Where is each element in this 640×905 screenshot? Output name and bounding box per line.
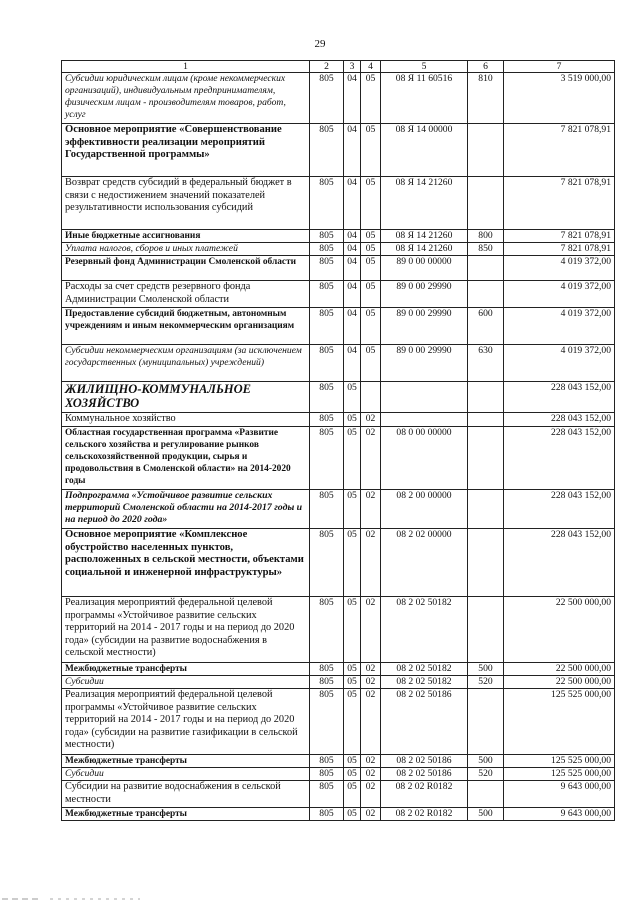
cell-code-3: 05 bbox=[344, 689, 361, 755]
cell-code-4: 02 bbox=[361, 490, 381, 529]
cell-code-4 bbox=[361, 382, 381, 413]
cell-code-4: 05 bbox=[361, 243, 381, 256]
cell-code-6: 520 bbox=[468, 676, 504, 689]
cell-code-6: 500 bbox=[468, 663, 504, 676]
row-description: Основное мероприятие «Совершенствование эффективности реализации мероприятий Государственной программы» bbox=[62, 124, 310, 177]
cell-code-2: 805 bbox=[310, 755, 344, 768]
cell-code-6 bbox=[468, 256, 504, 281]
cell-code-5: 89 0 00 29990 bbox=[381, 281, 468, 308]
cell-code-3: 04 bbox=[344, 256, 361, 281]
cell-code-5: 08 2 00 00000 bbox=[381, 490, 468, 529]
cell-code-5: 08 2 02 50182 bbox=[381, 676, 468, 689]
cell-code-5: 08 2 02 50186 bbox=[381, 768, 468, 781]
cell-code-4: 02 bbox=[361, 689, 381, 755]
cell-code-6 bbox=[468, 382, 504, 413]
cell-code-3: 05 bbox=[344, 529, 361, 597]
cell-code-6 bbox=[468, 413, 504, 427]
cell-code-4: 05 bbox=[361, 177, 381, 230]
cell-code-6 bbox=[468, 597, 504, 663]
cell-code-2: 805 bbox=[310, 689, 344, 755]
cell-code-4: 02 bbox=[361, 663, 381, 676]
cell-amount: 9 643 000,00 bbox=[504, 781, 615, 808]
cell-code-6 bbox=[468, 529, 504, 597]
table-row bbox=[62, 413, 615, 427]
column-header: 3 bbox=[344, 61, 361, 73]
cell-amount: 4 019 372,00 bbox=[504, 308, 615, 345]
cell-code-6 bbox=[468, 427, 504, 490]
cell-code-5: 08 Я 14 21260 bbox=[381, 177, 468, 230]
cell-amount: 7 821 078,91 bbox=[504, 243, 615, 256]
cell-code-2: 805 bbox=[310, 256, 344, 281]
cell-code-5: 08 2 02 00000 bbox=[381, 529, 468, 597]
row-description: Межбюджетные трансферты bbox=[62, 663, 310, 676]
cell-code-3: 05 bbox=[344, 663, 361, 676]
cell-code-2: 805 bbox=[310, 597, 344, 663]
row-description: Субсидии bbox=[62, 768, 310, 781]
cell-code-4: 02 bbox=[361, 427, 381, 490]
cell-amount: 228 043 152,00 bbox=[504, 382, 615, 413]
row-description: Межбюджетные трансферты bbox=[62, 808, 310, 821]
cell-amount: 22 500 000,00 bbox=[504, 663, 615, 676]
cell-code-3: 05 bbox=[344, 597, 361, 663]
cell-code-2: 805 bbox=[310, 808, 344, 821]
cell-code-3: 04 bbox=[344, 177, 361, 230]
table-row bbox=[62, 529, 615, 597]
cell-amount: 228 043 152,00 bbox=[504, 413, 615, 427]
cell-code-2: 805 bbox=[310, 768, 344, 781]
column-header: 4 bbox=[361, 61, 381, 73]
cell-code-4: 02 bbox=[361, 768, 381, 781]
cell-code-3: 05 bbox=[344, 808, 361, 821]
row-description: Возврат средств субсидий в федеральный бюджет в связи с недостижением значений показателей результативности использования субсидий bbox=[62, 177, 310, 230]
row-description: Субсидии некоммерческим организациям (за исключением государственных (муниципальных) учреждений) bbox=[62, 345, 310, 382]
cell-code-4: 02 bbox=[361, 755, 381, 768]
cell-amount: 7 821 078,91 bbox=[504, 230, 615, 243]
cell-code-5 bbox=[381, 382, 468, 413]
cell-code-6: 500 bbox=[468, 755, 504, 768]
row-description: Расходы за счет средств резервного фонда Администрации Смоленской области bbox=[62, 281, 310, 308]
cell-code-6 bbox=[468, 281, 504, 308]
cell-code-4: 05 bbox=[361, 230, 381, 243]
cell-code-3: 05 bbox=[344, 781, 361, 808]
cell-code-5: 08 2 02 50182 bbox=[381, 663, 468, 676]
cell-amount: 7 821 078,91 bbox=[504, 177, 615, 230]
row-description: Предоставление субсидий бюджетным, автономным учреждениям и иным некоммерческим организациям bbox=[62, 308, 310, 345]
row-description: Субсидии на развитие водоснабжения в сельской местности bbox=[62, 781, 310, 808]
cell-code-6 bbox=[468, 781, 504, 808]
cell-amount: 9 643 000,00 bbox=[504, 808, 615, 821]
column-header: 5 bbox=[381, 61, 468, 73]
column-header: 7 bbox=[504, 61, 615, 73]
cell-amount: 228 043 152,00 bbox=[504, 529, 615, 597]
table-row bbox=[62, 308, 615, 345]
cell-code-5: 08 Я 14 21260 bbox=[381, 243, 468, 256]
cell-code-6 bbox=[468, 177, 504, 230]
page-number: 29 bbox=[314, 38, 326, 50]
cell-code-5 bbox=[381, 413, 468, 427]
row-description: Коммунальное хозяйство bbox=[62, 413, 310, 427]
cell-code-6: 500 bbox=[468, 808, 504, 821]
table-row bbox=[62, 230, 615, 243]
cell-code-5: 89 0 00 29990 bbox=[381, 308, 468, 345]
cell-code-5: 08 2 02 50186 bbox=[381, 689, 468, 755]
cell-code-3: 04 bbox=[344, 124, 361, 177]
cell-code-2: 805 bbox=[310, 529, 344, 597]
row-description: Иные бюджетные ассигнования bbox=[62, 230, 310, 243]
cell-code-2: 805 bbox=[310, 345, 344, 382]
cell-code-5: 08 Я 11 60516 bbox=[381, 73, 468, 124]
table-header-row bbox=[62, 61, 615, 73]
table-row bbox=[62, 689, 615, 755]
table-row bbox=[62, 597, 615, 663]
cell-code-4: 05 bbox=[361, 124, 381, 177]
cell-code-2: 805 bbox=[310, 490, 344, 529]
column-header: 1 bbox=[62, 61, 310, 73]
cell-code-3: 05 bbox=[344, 755, 361, 768]
row-description: Областная государственная программа «Развитие сельского хозяйства и регулирование рынков сельскохозяйственной продукции, сырья и продовольствия в Смоленской области» на 2014-2020 годы bbox=[62, 427, 310, 490]
cell-amount: 22 500 000,00 bbox=[504, 676, 615, 689]
cell-code-5: 08 Я 14 00000 bbox=[381, 124, 468, 177]
row-description: Основное мероприятие «Комплексное обустройство населенных пунктов, расположенных в сельской местности, объектами социальной и инженерной инфраструктуры» bbox=[62, 529, 310, 597]
cell-code-5: 08 0 00 00000 bbox=[381, 427, 468, 490]
cell-code-4: 02 bbox=[361, 597, 381, 663]
cell-amount: 4 019 372,00 bbox=[504, 345, 615, 382]
cell-code-3: 04 bbox=[344, 243, 361, 256]
cell-code-5: 08 2 02 R0182 bbox=[381, 781, 468, 808]
table-row bbox=[62, 256, 615, 281]
cell-amount: 4 019 372,00 bbox=[504, 281, 615, 308]
table-row bbox=[62, 382, 615, 413]
row-description: ЖИЛИЩНО-КОММУНАЛЬНОЕ ХОЗЯЙСТВО bbox=[62, 382, 310, 413]
budget-table bbox=[61, 60, 615, 821]
cell-code-6 bbox=[468, 490, 504, 529]
cell-amount: 228 043 152,00 bbox=[504, 427, 615, 490]
cell-amount: 4 019 372,00 bbox=[504, 256, 615, 281]
cell-code-2: 805 bbox=[310, 281, 344, 308]
cell-code-5: 08 2 02 R0182 bbox=[381, 808, 468, 821]
cell-code-3: 04 bbox=[344, 345, 361, 382]
cell-amount: 125 525 000,00 bbox=[504, 689, 615, 755]
cell-code-5: 89 0 00 00000 bbox=[381, 256, 468, 281]
cell-code-2: 805 bbox=[310, 308, 344, 345]
cell-code-6: 520 bbox=[468, 768, 504, 781]
cell-code-2: 805 bbox=[310, 230, 344, 243]
cell-code-2: 805 bbox=[310, 177, 344, 230]
cell-code-4: 05 bbox=[361, 73, 381, 124]
column-header: 2 bbox=[310, 61, 344, 73]
table-row bbox=[62, 243, 615, 256]
table-row bbox=[62, 768, 615, 781]
cell-code-2: 805 bbox=[310, 73, 344, 124]
cell-code-2: 805 bbox=[310, 781, 344, 808]
cell-code-5: 89 0 00 29990 bbox=[381, 345, 468, 382]
cell-amount: 228 043 152,00 bbox=[504, 490, 615, 529]
cell-code-3: 04 bbox=[344, 73, 361, 124]
cell-code-4: 05 bbox=[361, 308, 381, 345]
column-header: 6 bbox=[468, 61, 504, 73]
cell-code-4: 02 bbox=[361, 529, 381, 597]
table-row bbox=[62, 427, 615, 490]
cell-code-6: 810 bbox=[468, 73, 504, 124]
cell-code-3: 04 bbox=[344, 230, 361, 243]
row-description: Реализация мероприятий федеральной целевой программы «Устойчивое развитие сельских территорий на 2014 - 2017 годы и на период до 2020 года» (субсидии на развитие водоснабжения в сельской местности) bbox=[62, 597, 310, 663]
cell-code-6: 630 bbox=[468, 345, 504, 382]
table-row bbox=[62, 73, 615, 124]
cell-code-6 bbox=[468, 124, 504, 177]
table-row bbox=[62, 663, 615, 676]
cell-amount: 125 525 000,00 bbox=[504, 768, 615, 781]
table-row bbox=[62, 808, 615, 821]
cell-code-4: 05 bbox=[361, 345, 381, 382]
table-row bbox=[62, 281, 615, 308]
row-description: Субсидии bbox=[62, 676, 310, 689]
cell-code-5: 08 2 02 50186 bbox=[381, 755, 468, 768]
cell-code-2: 805 bbox=[310, 124, 344, 177]
cell-amount: 125 525 000,00 bbox=[504, 755, 615, 768]
table-row bbox=[62, 124, 615, 177]
cell-code-3: 04 bbox=[344, 281, 361, 308]
cell-code-2: 805 bbox=[310, 663, 344, 676]
table-row bbox=[62, 345, 615, 382]
row-description: Межбюджетные трансферты bbox=[62, 755, 310, 768]
table-body bbox=[62, 73, 615, 821]
cell-code-2: 805 bbox=[310, 413, 344, 427]
row-description: Резервный фонд Администрации Смоленской области bbox=[62, 256, 310, 281]
cell-code-4: 05 bbox=[361, 281, 381, 308]
cell-code-4: 02 bbox=[361, 676, 381, 689]
row-description: Субсидии юридическим лицам (кроме некоммерческих организаций), индивидуальным предпринимателям, физическим лицам - производителям товаров, работ, услуг bbox=[62, 73, 310, 124]
cell-code-4: 02 bbox=[361, 781, 381, 808]
cell-code-2: 805 bbox=[310, 676, 344, 689]
table-row bbox=[62, 755, 615, 768]
cell-code-6: 600 bbox=[468, 308, 504, 345]
table-row bbox=[62, 490, 615, 529]
cell-code-3: 05 bbox=[344, 490, 361, 529]
cell-amount: 7 821 078,91 bbox=[504, 124, 615, 177]
table-row bbox=[62, 177, 615, 230]
cell-code-3: 05 bbox=[344, 768, 361, 781]
table-row bbox=[62, 676, 615, 689]
scan-artifact bbox=[0, 896, 640, 902]
row-description: Уплата налогов, сборов и иных платежей bbox=[62, 243, 310, 256]
cell-code-3: 05 bbox=[344, 382, 361, 413]
cell-code-5: 08 Я 14 21260 bbox=[381, 230, 468, 243]
cell-amount: 3 519 000,00 bbox=[504, 73, 615, 124]
cell-code-4: 02 bbox=[361, 413, 381, 427]
cell-code-6: 800 bbox=[468, 230, 504, 243]
cell-code-3: 04 bbox=[344, 308, 361, 345]
cell-code-3: 05 bbox=[344, 427, 361, 490]
cell-code-2: 805 bbox=[310, 382, 344, 413]
cell-code-5: 08 2 02 50182 bbox=[381, 597, 468, 663]
cell-code-6 bbox=[468, 689, 504, 755]
cell-code-2: 805 bbox=[310, 243, 344, 256]
cell-amount: 22 500 000,00 bbox=[504, 597, 615, 663]
row-description: Подпрограмма «Устойчивое развитие сельских территорий Смоленской области на 2014-2017 годы и на период до 2020 года» bbox=[62, 490, 310, 529]
cell-code-4: 02 bbox=[361, 808, 381, 821]
cell-code-3: 05 bbox=[344, 676, 361, 689]
cell-code-4: 05 bbox=[361, 256, 381, 281]
cell-code-3: 05 bbox=[344, 413, 361, 427]
cell-code-2: 805 bbox=[310, 427, 344, 490]
table-row bbox=[62, 781, 615, 808]
row-description: Реализация мероприятий федеральной целевой программы «Устойчивое развитие сельских территорий на 2014 - 2017 годы и на период до 2020 года» (субсидии на развитие газификации в сельской местности) bbox=[62, 689, 310, 755]
cell-code-6: 850 bbox=[468, 243, 504, 256]
